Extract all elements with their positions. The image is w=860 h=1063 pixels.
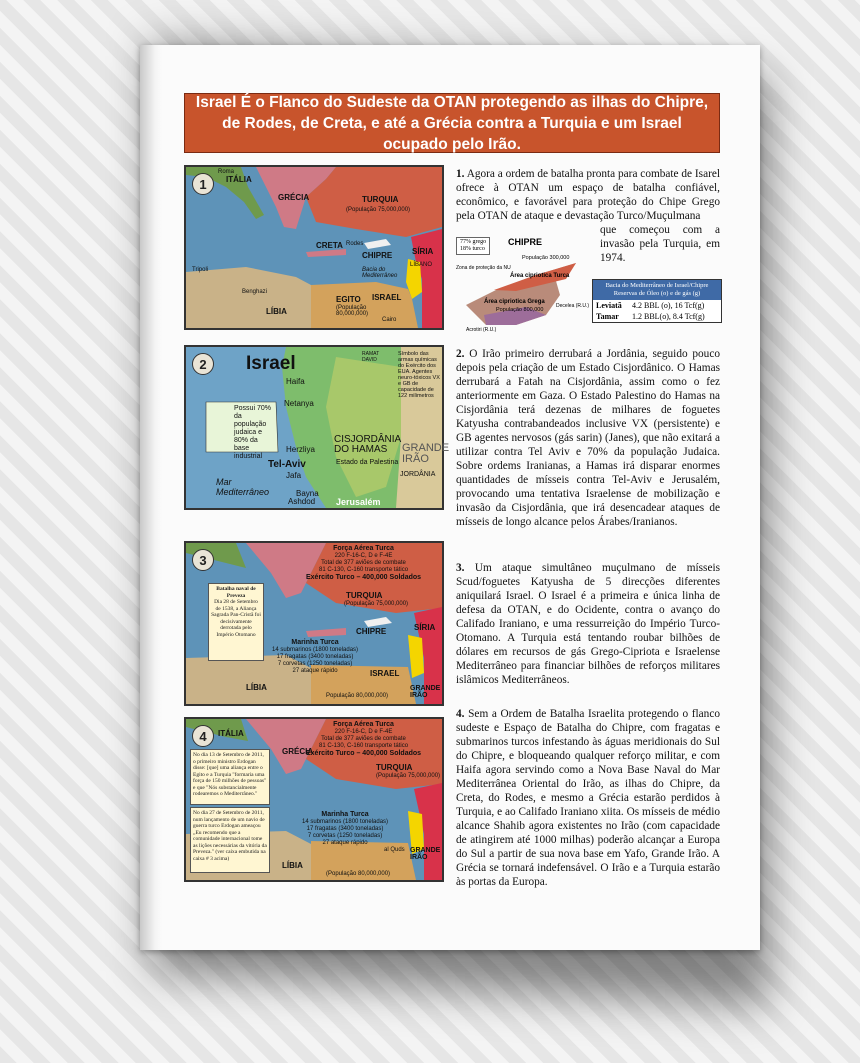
paragraph-4-text: Sem a Ordem de Batalha Israelita protegendo o flanco sudeste e Espaço de Batalha do Chipre, com fragatas e submarinos turcos infestando às águas meridionais do Sul do Chipre, e bloqueando qualquer reforço militar, e com Haifa agora servindo como a Nova Base Naval do Mar Mediterrânea Oriental do Irão, as ilhas do Chipre, da Creta, do Rodes, e mesmo a Grécia estarão perdidos à Turquia, e ao Califado Iraniano xiita. Os mísseis de médio alcance Shahib agora existentes no Irão (com capacidade de atingirem até 1000 milhas) poderão alcançar a Europa do Sul a partir de sua nova base em Yafo, Grande Irão. A Grécia se tornará indefensável. O Irão e a Turquia estarão às portas da Europa. (456, 708, 720, 888)
navy-line4: 27 ataque rápido (292, 668, 338, 674)
label-turquia-pop: (População 75,000,000) (344, 601, 409, 607)
map-2-number: 2 (192, 353, 214, 375)
force-line1: 220 F-16-C, D e F-4E (334, 729, 393, 735)
label-grande-irao: GRANDE IRÃO (410, 847, 441, 861)
map-4-turkish-threat (184, 717, 444, 882)
paragraph-1-text-a: Agora a ordem de batalha pronta para combate de Isarel ofrece à OTAN um espaço de batalha confiável, econômico, e favorável para proteção do Chipe Grego pela OTAN de ataque e devastação Turco/Muçulmana (456, 168, 721, 222)
paragraph-4-number: 4. (456, 708, 465, 720)
label-haifa: Haifa (286, 377, 305, 386)
map-4-number: 4 (192, 725, 214, 747)
label-jerusalem: Jerusalém (336, 497, 381, 507)
paragraph-4 (456, 707, 720, 889)
label-libia: LÍBIA (246, 683, 267, 692)
map-3-turkish-forces (184, 541, 444, 706)
map-2-israel (184, 345, 450, 510)
label-siria: SÍRIA (412, 247, 434, 256)
preveza-title: Batalha naval de Preveza (216, 586, 256, 599)
paragraph-3 (456, 561, 720, 687)
map-1-graphic (186, 167, 442, 328)
label-italia: ITÁLIA (218, 729, 244, 738)
label-italia: ITÁLIA (226, 175, 252, 184)
paragraph-1-text-b: que começou com a invasão pela Turquia, em 1974. (600, 224, 720, 264)
turkish-navy-info (302, 811, 388, 847)
reserves-row (593, 300, 721, 311)
reserves-value: 4.2 BBL (o), 16 Tcf(g) (632, 301, 705, 310)
cyprus-pop-grega: População 800,000 (496, 307, 544, 313)
label-israel: ISRAEL (372, 293, 402, 302)
label-egito-pop: (População 80,000,000) (336, 305, 369, 317)
navy-line4: 27 ataque rápido (322, 840, 368, 846)
label-turquia-pop: (População 75,000,000) (346, 207, 411, 213)
turkish-navy-info (272, 639, 358, 675)
label-jordania: JORDÂNIA (400, 471, 436, 478)
label-ashdod: Ashdod (288, 497, 316, 506)
paragraph-1-number: 1. (456, 168, 465, 180)
label-creta: CRETA (316, 241, 343, 250)
map-1-number: 1 (192, 173, 214, 195)
map-1-mediterranean (184, 165, 444, 330)
cyprus-pop: População 300,000 (522, 255, 570, 261)
erdogan-note-2: No dia 27 de Setembro de 2011, num lançamento de um navio de guerra turco Erdogan ameaçou „Eu recomendo que a comunidade internacional tome as lições necessárias da vitória da Preveza." (ver caixa embutida na caixa # 3 acima) (190, 807, 270, 873)
label-ramat-david: RAMAT DAVID (362, 351, 380, 363)
label-grecia: GRÉCIA (282, 747, 314, 756)
label-turquia: TURQUIA (346, 591, 383, 600)
label-chipre: CHIPRE (362, 251, 393, 260)
cyprus-decelea: Decelea (R.U.) (556, 303, 590, 309)
force-line2: Total de 377 aviões de combate (321, 560, 406, 566)
preveza-text: Dia 28 de Setembro de 1538, a Aliança Sagrada Pan-Cristã foi decisivamente derrotada pelo Império Otomano (211, 599, 261, 638)
force-army: Exército Turco – 400,000 Soldados (306, 750, 422, 757)
paragraph-3-number: 3. (456, 562, 465, 574)
label-tripoli: Tripoli (192, 267, 209, 273)
label-libano: LÍBANO (410, 262, 433, 268)
force-line3: 81 C-130, C-160 transporte tático (318, 743, 409, 749)
label-quds: al Quds (384, 847, 405, 853)
force-title: Força Aérea Turca (333, 545, 394, 552)
paragraph-2-text: O Irão primeiro derrubará a Jordânia, seguido pouco depois pela criação de um Estado Cisjordânico. O Hamas derrubará a Fatah na Cisjordânia, assim como o fez anteriormente em Gaza. O Estado Palestino do Hamas na Cisjordânia terá dezenas de milhares de foguetes Katyusha contrabandeados inclusive VX (persistente) e GB agentes nervosos (gás sarin) (Janes), que não exitará a utilizar contra Tel Aviv e 70% da população Judaica. Sobre ordems Iranianas, a Hamas irá disparar enormes quantidades de mísseis contra Tel-Aviv e Jerusalém, provocando uma tentativa Israelense de mobilização e invasão da Cisjordânia, que irá desencadear ataques de mísseis de longo alcance pelos Árabes/Iranianos. (456, 348, 720, 528)
map-3-number: 3 (192, 549, 214, 571)
navy-title: Marinha Turca (291, 639, 339, 646)
label-siria: SÍRIA (414, 623, 436, 632)
reserves-table (592, 279, 722, 323)
navy-line1: 14 submarinos (1800 toneladas) (272, 647, 359, 653)
label-roma: Roma (218, 169, 235, 175)
label-grecia: GRÉCIA (278, 193, 310, 202)
label-jafa: Jafa (286, 471, 302, 480)
label-cairo: Cairo (382, 317, 397, 323)
turkish-air-force-info (306, 545, 421, 582)
paragraph-2-number: 2. (456, 348, 465, 360)
preveza-note (208, 583, 264, 661)
cyprus-area-grega: Área cipriotica Grega (484, 299, 545, 305)
booklet-page (140, 45, 760, 950)
force-line1: 220 F-16-C, D e F-4E (334, 553, 393, 559)
label-netanya: Netanya (284, 399, 314, 408)
force-line2: Total de 377 aviões de combate (321, 736, 406, 742)
label-telaviv: Tel-Aviv (268, 459, 306, 470)
force-title: Força Aérea Turca (333, 721, 394, 728)
reserves-name: Leviatã (596, 301, 622, 310)
force-army: Exército Turco – 400,000 Soldados (306, 574, 422, 581)
label-benghazi: Benghazi (242, 289, 268, 295)
navy-line2: 17 fragatas (3400 toneladas) (276, 654, 354, 660)
cyprus-label: CHIPRE (508, 237, 543, 247)
label-israel-heading: Israel (246, 353, 296, 374)
label-cisjordania: CISJORDÂNIA DO HAMAS (334, 434, 401, 455)
booklet-spine (140, 45, 162, 950)
label-herzliya: Herzliya (286, 445, 315, 454)
navy-line1: 14 submarinos (1800 toneladas) (302, 819, 389, 825)
reserves-value: 1.2 BBL(o), 8.4 Tcf(g) (632, 312, 705, 321)
label-simbolo: Símbolo das armas químicas do Exército dos EUA. Agentes neuro-tóxicos VX e GB de capacidade de 122 milimetros (398, 351, 440, 399)
label-grande-irao: GRANDE IRÃO (402, 442, 450, 465)
paragraph-3-text: Um ataque simultâneo muçulmano de mísseis Scud/foguetes Katyusha de 5 direcções diferentes aniquilará Israel. O Israel é a primeira e única linha de defesa da OTAN, e do Ocidente, contra o avanço do Califado Iraniano, e uma ressurreição do Império Turco-Otomano. A Turquia está tentando roubar bilhões de dólares em recursos de gás Grego-Cipriota e Israelense Mediterrâneo para financiar bilhões de reforços militares islâmicos Mediterrâneos. (456, 562, 720, 686)
label-mar-mediterraneo: Mar Mediterrâneo (216, 477, 270, 497)
label-egito-pop: População 80,000,000) (326, 693, 389, 699)
label-libia: LÍBIA (282, 861, 303, 870)
navy-line2: 17 fragatas (3400 toneladas) (306, 826, 384, 832)
label-bayna: Bayna (296, 489, 319, 498)
navy-line3: 7 corvetas (1250 toneladas) (307, 833, 383, 839)
navy-line3: 7 corvetas (1250 toneladas) (277, 661, 353, 667)
label-turquia-pop: (População 75,000,000) (376, 773, 441, 779)
cyprus-zona: Zona de proteção da NU (456, 265, 511, 271)
turkish-air-force-info (306, 721, 421, 758)
label-egito: EGITO (336, 295, 361, 304)
label-egito-pop: (População 80,000,000) (326, 871, 391, 877)
page-title: Israel É o Flanco do Sudeste da OTAN protegendo as ilhas do Chipre, de Rodes, de Creta, e até a Grécia contra a Turquia e um Israel ocupado pelo Irão. (184, 93, 720, 153)
label-bacia: Bacia do Mediterrâneo (362, 267, 398, 279)
label-turquia: TURQUIA (362, 195, 399, 204)
label-chipre: CHIPRE (356, 627, 387, 636)
cyprus-acrotiri: Acrotiri (R.U.) (466, 327, 497, 333)
label-grande-irao: GRANDE IRÃO (410, 685, 441, 699)
paragraph-2 (456, 347, 720, 529)
label-rodes: Rodes (346, 241, 364, 247)
cyprus-inset (456, 231, 720, 339)
label-libia: LÍBIA (266, 307, 287, 316)
cyprus-percentages: 77% grego 18% turco (456, 237, 490, 255)
label-turquia: TURQUIA (376, 763, 413, 772)
label-possui: Possui 70% da população judaica e 80% da base industrial (234, 405, 271, 460)
paragraph-1 (456, 167, 720, 223)
reserves-row (593, 311, 721, 322)
force-line3: 81 C-130, C-160 transporte tático (318, 567, 409, 573)
reserves-header: Bacia do Mediterrâneo de Israel/Chipre Reservas de Óleo (o) e de gás (g) (593, 280, 721, 300)
label-israel: ISRAEL (370, 669, 400, 678)
navy-title: Marinha Turca (321, 811, 369, 818)
cyprus-area-turca: Área cipriotica Turca (510, 273, 570, 279)
label-estado-palestina: Estado da Palestina (336, 459, 399, 466)
erdogan-note-1: No dia 13 de Setembro de 2011, o primeiro ministro Erdogan disse: [que] uma aliança entre o Egito e a Turquia "formaria uma força de 150 milhões de pessoas" e que "Nós substancialmente rodearemos o Mediterrâneo." (190, 749, 270, 805)
reserves-name: Tamar (596, 312, 619, 321)
